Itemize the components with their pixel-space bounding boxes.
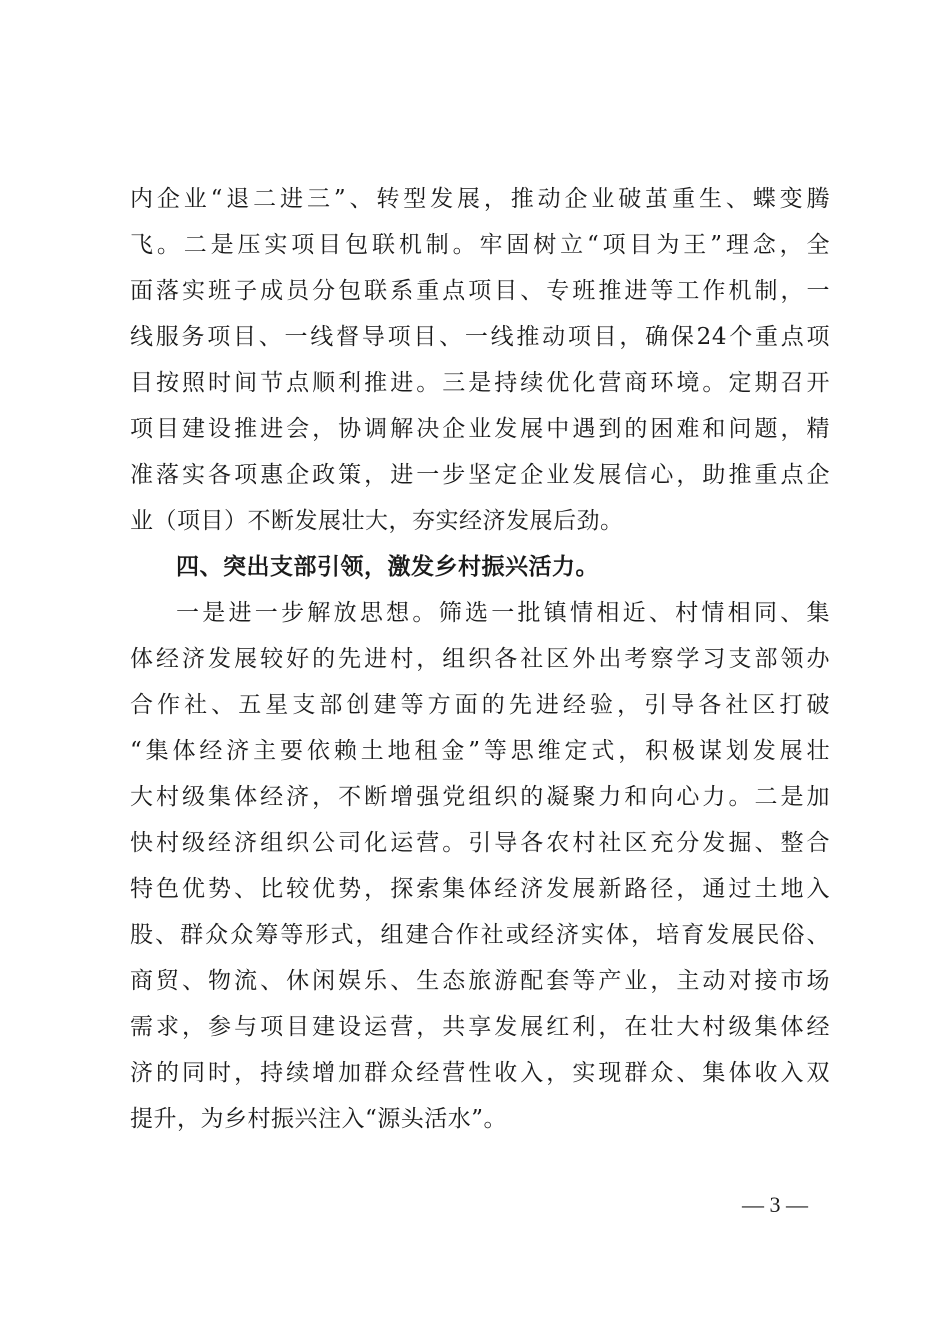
text-line: 目按照时间节点顺利推进。三是持续优化营商环境。定期召开 xyxy=(130,370,830,396)
text-line: 济的同时，持续增加群众经营性收入，实现群众、集体收入双 xyxy=(130,1060,830,1086)
text-line: 股、群众众筹等形式，组建合作社或经济实体，培育发展民俗、 xyxy=(130,922,830,948)
text-line: 准落实各项惠企政策，进一步坚定企业发展信心，助推重点企 xyxy=(130,462,830,488)
text-line: 需求，参与项目建设运营，共享发展红利，在壮大村级集体经 xyxy=(130,1014,830,1040)
text-line: “集体经济主要依赖土地租金”等思维定式，积极谋划发展壮 xyxy=(130,738,830,764)
text-line: 项目建设推进会，协调解决企业发展中遇到的困难和问题，精 xyxy=(130,416,830,442)
text-line: 面落实班子成员分包联系重点项目、专班推进等工作机制，一 xyxy=(130,278,830,304)
page-number: — 3 — xyxy=(742,1192,808,1217)
text-line: 快村级经济组织公司化运营。引导各农村社区充分发掘、整合 xyxy=(130,830,830,856)
text-line: 飞。二是压实项目包联机制。牢固树立“项目为王”理念，全 xyxy=(130,232,830,258)
text-line: 大村级集体经济，不断增强党组织的凝聚力和向心力。二是加 xyxy=(130,784,830,810)
text-line: 合作社、五星支部创建等方面的先进经验，引导各社区打破 xyxy=(130,692,830,718)
text-line: 一是进一步解放思想。筛选一批镇情相近、村情相同、集 xyxy=(176,600,830,626)
text-line: 体经济发展较好的先进村，组织各社区外出考察学习支部领办 xyxy=(130,646,830,672)
text-line: 商贸、物流、休闲娱乐、生态旅游配套等产业，主动对接市场 xyxy=(130,968,830,994)
text-line: 提升，为乡村振兴注入“源头活水”。 xyxy=(130,1106,508,1132)
text-line: 线服务项目、一线督导项目、一线推动项目，确保24个重点项 xyxy=(130,324,830,350)
section-heading: 四、突出支部引领，激发乡村振兴活力。 xyxy=(176,554,599,580)
text-line: 业（项目）不断发展壮大，夯实经济发展后劲。 xyxy=(130,508,624,534)
text-line: 特色优势、比较优势，探索集体经济发展新路径，通过土地入 xyxy=(130,876,830,902)
text-line: 内企业“退二进三”、转型发展，推动企业破茧重生、蝶变腾 xyxy=(130,186,830,212)
